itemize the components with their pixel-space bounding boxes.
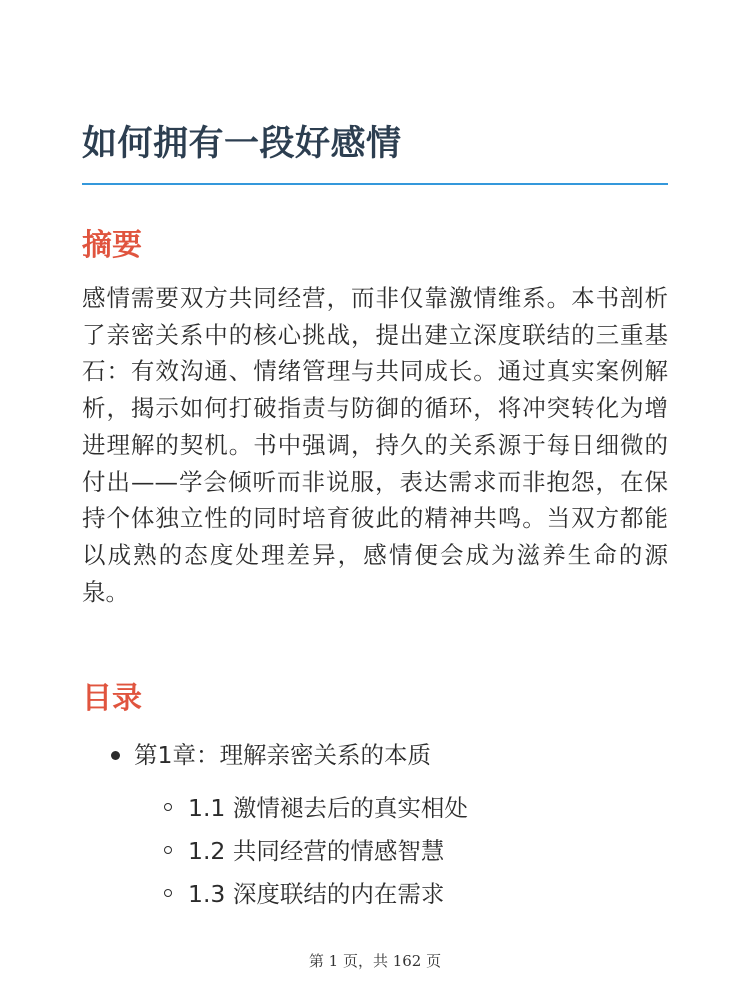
toc-section-item[interactable] bbox=[82, 830, 668, 873]
toc-section-list bbox=[134, 787, 668, 916]
document-title: 如何拥有一段好感情 bbox=[82, 124, 402, 164]
abstract-paragraph: 感情需要双方共同经营，而非仅靠激情维系。本书剖析了亲密关系中的核心挑战，提出建立深度联结的三重基石：有效沟通、情绪管理与共同成长。通过真实案例解析，揭示如何打破指责与防御的循环，将冲突转化为增进理解的契机。书中强调，持久的关系源于每日细微的付出——学会倾听而非说服，表达需求而非抱怨，在保持个体独立性的同时培育彼此的精神共鸣。当双方都能以成熟的态度处理差异，感情便会成为滋养生命的源泉。 bbox=[82, 284, 668, 606]
toc-heading: 目录 bbox=[82, 681, 142, 716]
toc-section-item[interactable] bbox=[82, 873, 668, 916]
title-divider bbox=[82, 183, 668, 185]
bullet-circle-icon bbox=[164, 846, 172, 854]
table-of-contents bbox=[82, 735, 668, 916]
toc-section-label[interactable]: 1.2 共同经营的情感智慧 bbox=[188, 837, 445, 865]
bullet-circle-icon bbox=[164, 803, 172, 811]
toc-section-label[interactable]: 1.1 激情褪去后的真实相处 bbox=[188, 794, 468, 822]
toc-section-label[interactable]: 1.3 深度联结的内在需求 bbox=[188, 880, 445, 908]
document-page bbox=[82, 0, 668, 1000]
bullet-circle-icon bbox=[164, 889, 172, 897]
page-number-footer: 第 1 页，共 162 页 bbox=[308, 952, 442, 970]
toc-chapter-item[interactable] bbox=[82, 735, 668, 916]
toc-section-item[interactable] bbox=[82, 787, 668, 830]
bullet-disc-icon bbox=[111, 751, 120, 760]
toc-chapter-label[interactable]: 第1章：理解亲密关系的本质 bbox=[134, 741, 431, 769]
abstract-heading: 摘要 bbox=[82, 228, 142, 263]
